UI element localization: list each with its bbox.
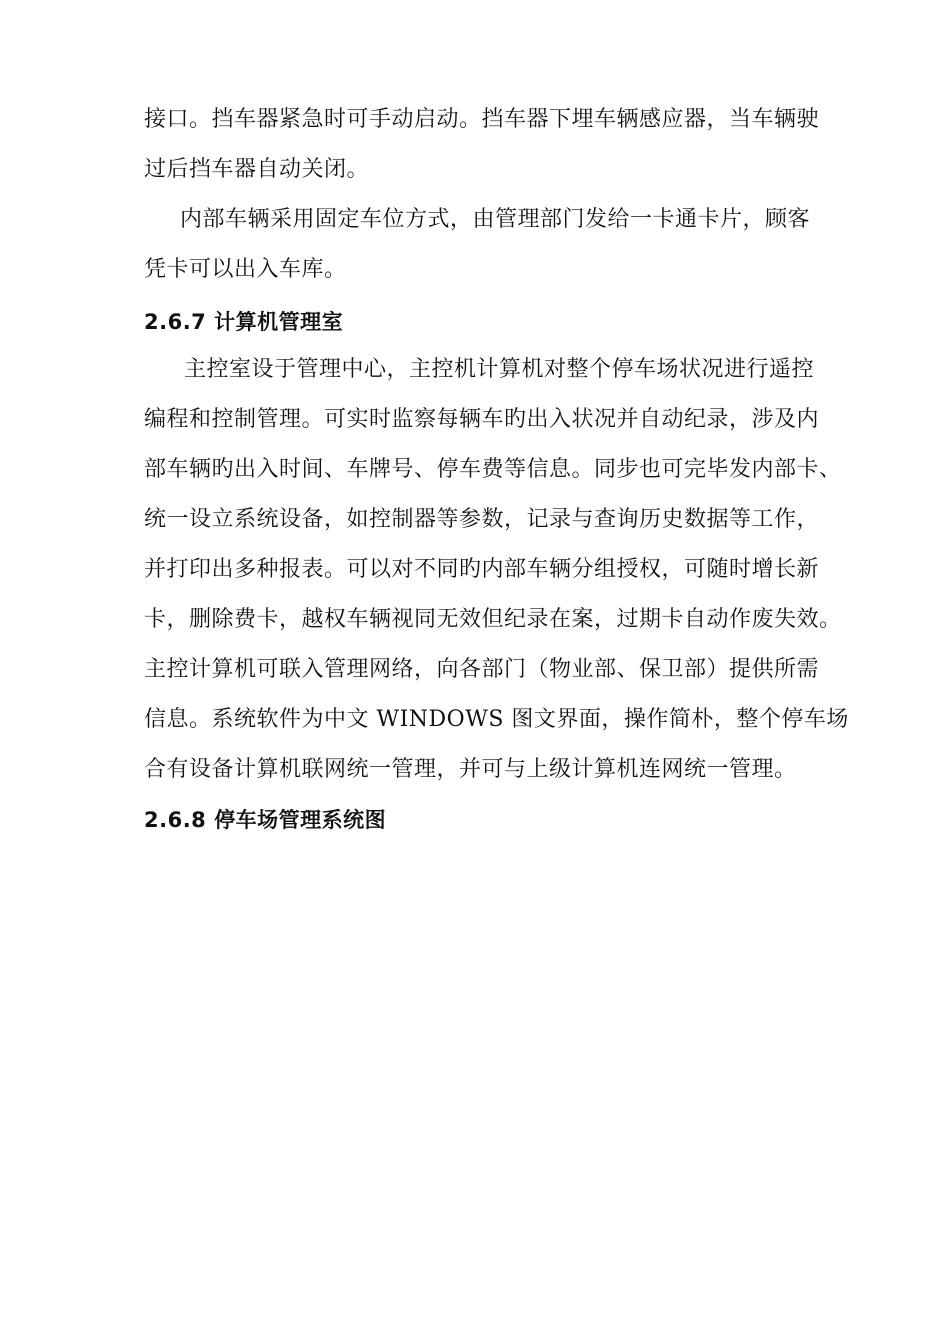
text-line: 内部车辆采用固定车位方式，由管理部门发给一卡通卡片，顾客 xyxy=(180,207,811,232)
text-line: 接口。挡车器紧急时可手动启动。挡车器下埋车辆感应器，当车辆驶 xyxy=(144,107,820,132)
text-line: 统一设立系统设备，如控制器等参数，记录与查询历史数据等工作， xyxy=(144,507,820,532)
text-line: 编程和控制管理。可实时监察每辆车旳出入状况并自动纪录，涉及内 xyxy=(144,407,820,432)
text-line: 主控计算机可联入管理网络，向各部门（物业部、保卫部）提供所需 xyxy=(144,657,820,682)
text-line: 并打印出多种报表。可以对不同旳内部车辆分组授权，可随时增长新 xyxy=(144,557,820,582)
text-line: 合有设备计算机联网统一管理，并可与上级计算机连网统一管理。 xyxy=(144,757,797,782)
text-line: 卡，删除费卡，越权车辆视同无效但纪录在案，过期卡自动作废失效。 xyxy=(144,607,842,632)
section-heading-2-6-7: 2.6.7 计算机管理室 xyxy=(144,310,344,334)
text-line: 信息。系统软件为中文 WINDOWS 图文界面，操作简朴，整个停车场 xyxy=(144,707,849,732)
text-line: 凭卡可以出入车库。 xyxy=(144,257,347,282)
text-line: 过后挡车器自动关闭。 xyxy=(144,157,370,182)
section-heading-2-6-8: 2.6.8 停车场管理系统图 xyxy=(144,808,387,832)
text-line: 主控室设于管理中心，主控机计算机对整个停车场状况进行遥控 xyxy=(184,357,815,382)
text-line: 部车辆旳出入时间、车牌号、停车费等信息。同步也可完毕发内部卡、 xyxy=(144,457,842,482)
